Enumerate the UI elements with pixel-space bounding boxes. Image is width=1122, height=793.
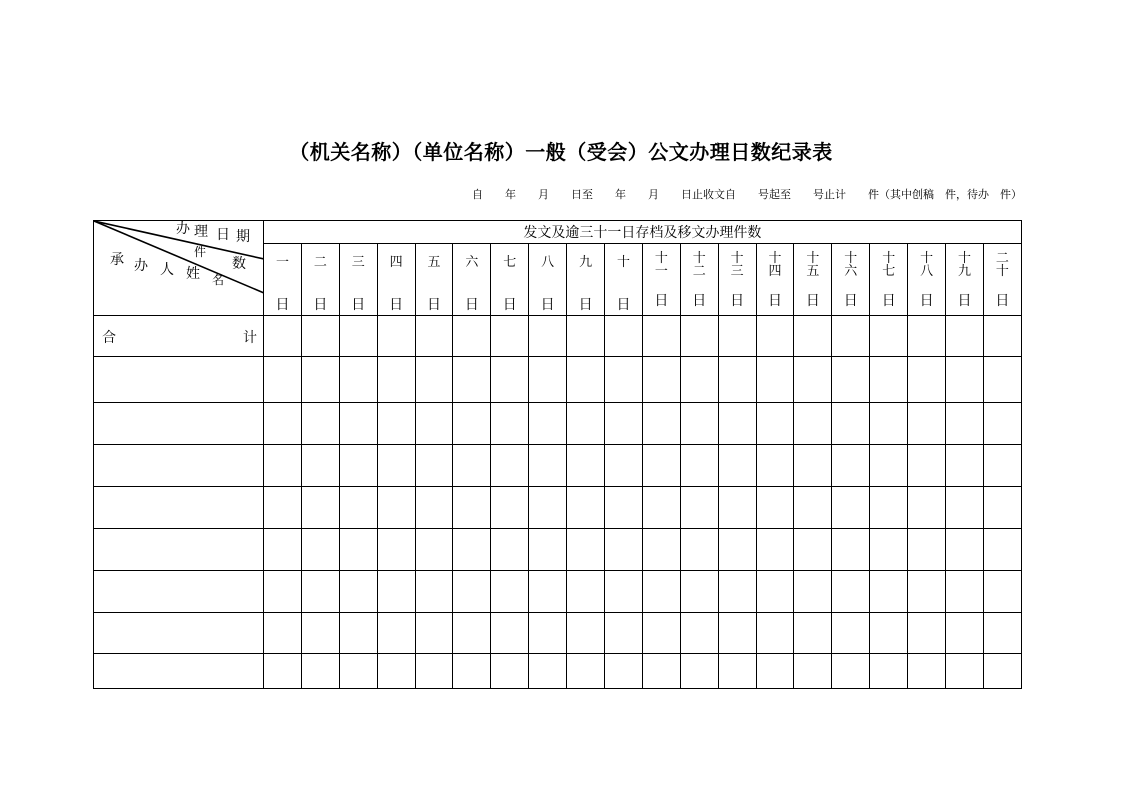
count-cell[interactable] [718, 529, 756, 571]
count-cell[interactable] [491, 654, 529, 689]
count-cell[interactable] [605, 445, 643, 487]
count-cell[interactable] [642, 403, 680, 445]
day-suffix: 日 [881, 292, 896, 309]
count-cell[interactable] [605, 613, 643, 654]
count-cell[interactable] [415, 357, 453, 403]
day-number: 十 六 [844, 250, 858, 279]
header-row-1 [94, 221, 1022, 244]
total-row [94, 316, 1022, 357]
count-cell[interactable] [832, 357, 870, 403]
count-cell[interactable] [718, 445, 756, 487]
count-cell[interactable] [529, 571, 567, 613]
corner-label-mid-1: 件 [194, 245, 207, 259]
day-number: 四 [389, 254, 403, 270]
total-cell[interactable] [567, 316, 605, 357]
day-suffix: 日 [389, 296, 404, 313]
count-cell[interactable] [453, 613, 491, 654]
handler-name-cell[interactable] [94, 445, 264, 487]
count-cell[interactable] [301, 571, 339, 613]
count-cell[interactable] [946, 487, 984, 529]
count-cell[interactable] [642, 613, 680, 654]
count-cell[interactable] [415, 529, 453, 571]
day-header-9 [567, 244, 605, 316]
day-suffix: 日 [464, 296, 479, 313]
count-cell[interactable] [983, 613, 1021, 654]
count-cell[interactable] [301, 357, 339, 403]
count-cell[interactable] [301, 529, 339, 571]
day-header-11 [642, 244, 680, 316]
day-suffix: 日 [313, 296, 328, 313]
count-cell[interactable] [264, 357, 302, 403]
day-suffix: 日 [654, 292, 669, 309]
corner-label-bottom-3: 人 [160, 262, 174, 278]
total-cell[interactable] [415, 316, 453, 357]
day-number: 三 [351, 254, 365, 270]
day-header-2 [301, 244, 339, 316]
total-cell[interactable] [983, 316, 1021, 357]
count-cell[interactable] [605, 571, 643, 613]
count-cell[interactable] [605, 654, 643, 689]
day-suffix: 日 [692, 292, 707, 309]
count-cell[interactable] [680, 487, 718, 529]
count-cell[interactable] [567, 529, 605, 571]
day-number: 十 八 [920, 250, 934, 279]
day-number: 十 一 [654, 250, 668, 279]
day-header-6 [453, 244, 491, 316]
total-cell[interactable] [377, 316, 415, 357]
count-cell[interactable] [908, 571, 946, 613]
count-cell[interactable] [377, 613, 415, 654]
count-cell[interactable] [832, 529, 870, 571]
table-row [94, 529, 1022, 571]
count-cell[interactable] [301, 613, 339, 654]
total-cell[interactable] [264, 316, 302, 357]
count-cell[interactable] [529, 357, 567, 403]
day-suffix: 日 [540, 296, 555, 313]
table-row [94, 654, 1022, 689]
day-number: 一 [275, 254, 289, 270]
header-span: 发文及逾三十一日存档及移文办理件数 [264, 221, 1022, 244]
count-cell[interactable] [529, 529, 567, 571]
day-suffix: 日 [957, 292, 972, 309]
day-suffix: 日 [919, 292, 934, 309]
count-cell[interactable] [832, 445, 870, 487]
count-cell[interactable] [642, 445, 680, 487]
total-cell[interactable] [642, 316, 680, 357]
handler-name-cell[interactable] [94, 529, 264, 571]
count-cell[interactable] [491, 571, 529, 613]
count-cell[interactable] [832, 571, 870, 613]
count-cell[interactable] [415, 571, 453, 613]
count-cell[interactable] [529, 654, 567, 689]
day-header-1 [264, 244, 302, 316]
count-cell[interactable] [718, 487, 756, 529]
count-cell[interactable] [794, 487, 832, 529]
count-cell[interactable] [756, 487, 794, 529]
count-cell[interactable] [491, 403, 529, 445]
count-cell[interactable] [642, 357, 680, 403]
count-cell[interactable] [301, 445, 339, 487]
count-cell[interactable] [453, 529, 491, 571]
count-cell[interactable] [339, 403, 377, 445]
day-number: 十 七 [882, 250, 896, 279]
count-cell[interactable] [794, 529, 832, 571]
count-cell[interactable] [453, 654, 491, 689]
total-cell[interactable] [946, 316, 984, 357]
count-cell[interactable] [339, 445, 377, 487]
day-number: 十 [616, 254, 630, 270]
count-cell[interactable] [908, 403, 946, 445]
day-header-19 [946, 244, 984, 316]
count-cell[interactable] [946, 529, 984, 571]
corner-label-top-1: 办 [176, 221, 190, 237]
table-row [94, 613, 1022, 654]
count-cell[interactable] [415, 403, 453, 445]
count-cell[interactable] [567, 403, 605, 445]
count-cell[interactable] [718, 403, 756, 445]
handler-name-cell[interactable] [94, 654, 264, 689]
count-cell[interactable] [832, 403, 870, 445]
count-cell[interactable] [529, 445, 567, 487]
count-cell[interactable] [377, 357, 415, 403]
handler-name-cell[interactable] [94, 487, 264, 529]
count-cell[interactable] [642, 529, 680, 571]
total-cell[interactable] [756, 316, 794, 357]
count-cell[interactable] [794, 571, 832, 613]
corner-label-bottom-5: 名 [212, 273, 225, 287]
day-number: 二 十 [995, 250, 1009, 279]
count-cell[interactable] [870, 571, 908, 613]
count-cell[interactable] [908, 613, 946, 654]
total-cell[interactable] [529, 316, 567, 357]
day-suffix: 日 [616, 296, 631, 313]
day-header-14 [756, 244, 794, 316]
count-cell[interactable] [339, 571, 377, 613]
count-cell[interactable] [491, 487, 529, 529]
count-cell[interactable] [756, 403, 794, 445]
count-cell[interactable] [642, 654, 680, 689]
count-cell[interactable] [718, 571, 756, 613]
count-cell[interactable] [491, 613, 529, 654]
total-cell[interactable] [908, 316, 946, 357]
count-cell[interactable] [832, 654, 870, 689]
count-cell[interactable] [870, 445, 908, 487]
count-cell[interactable] [983, 445, 1021, 487]
day-number: 十 四 [768, 250, 782, 279]
handler-name-cell[interactable] [94, 571, 264, 613]
handler-name-cell[interactable] [94, 403, 264, 445]
count-cell[interactable] [415, 654, 453, 689]
corner-label-mid-2: 数 [232, 256, 246, 272]
day-number: 八 [541, 254, 555, 270]
count-cell[interactable] [794, 613, 832, 654]
count-cell[interactable] [567, 357, 605, 403]
count-cell[interactable] [680, 571, 718, 613]
count-cell[interactable] [832, 613, 870, 654]
total-cell[interactable] [680, 316, 718, 357]
period-line: 自 年 月 日至 年 月 日止收文自 号起至 号止计 件（其中创稿 件，待办 件） [472, 188, 1022, 201]
handler-name-cell[interactable] [94, 613, 264, 654]
day-number: 二 [313, 254, 327, 270]
total-cell[interactable] [453, 316, 491, 357]
day-suffix: 日 [730, 292, 745, 309]
count-cell[interactable] [908, 487, 946, 529]
count-cell[interactable] [605, 487, 643, 529]
day-suffix: 日 [502, 296, 517, 313]
day-suffix: 日 [275, 296, 290, 313]
corner-label-top-2: 理 [194, 224, 208, 240]
count-cell[interactable] [983, 403, 1021, 445]
count-cell[interactable] [870, 654, 908, 689]
corner-label-bottom-1: 承 [110, 252, 124, 268]
total-label-right: 计 [243, 330, 257, 346]
count-cell[interactable] [983, 357, 1021, 403]
count-cell[interactable] [377, 403, 415, 445]
count-cell[interactable] [946, 654, 984, 689]
count-cell[interactable] [870, 487, 908, 529]
count-cell[interactable] [567, 445, 605, 487]
corner-label-bottom-4: 姓 [186, 266, 200, 282]
count-cell[interactable] [756, 529, 794, 571]
day-suffix: 日 [843, 292, 858, 309]
count-cell[interactable] [946, 357, 984, 403]
day-header-17 [870, 244, 908, 316]
count-cell[interactable] [264, 529, 302, 571]
count-cell[interactable] [756, 654, 794, 689]
count-cell[interactable] [680, 403, 718, 445]
day-suffix: 日 [427, 296, 441, 313]
day-header-5 [415, 244, 453, 316]
count-cell[interactable] [339, 357, 377, 403]
count-cell[interactable] [377, 445, 415, 487]
count-cell[interactable] [339, 529, 377, 571]
count-cell[interactable] [453, 403, 491, 445]
day-header-16 [832, 244, 870, 316]
count-cell[interactable] [946, 613, 984, 654]
count-cell[interactable] [415, 445, 453, 487]
table-row [94, 487, 1022, 529]
count-cell[interactable] [264, 613, 302, 654]
table-row [94, 571, 1022, 613]
day-suffix: 日 [995, 292, 1010, 309]
day-header-8 [529, 244, 567, 316]
day-number: 六 [465, 254, 479, 270]
total-cell[interactable] [718, 316, 756, 357]
count-cell[interactable] [264, 445, 302, 487]
day-number: 十 二 [692, 250, 706, 279]
total-label-left: 合 [102, 330, 116, 346]
count-cell[interactable] [718, 654, 756, 689]
count-cell[interactable] [264, 487, 302, 529]
day-number: 十 九 [957, 250, 971, 279]
total-cell[interactable] [491, 316, 529, 357]
count-cell[interactable] [680, 357, 718, 403]
count-cell[interactable] [567, 487, 605, 529]
count-cell[interactable] [264, 571, 302, 613]
count-cell[interactable] [680, 613, 718, 654]
day-suffix: 日 [351, 296, 366, 313]
day-number: 五 [427, 254, 441, 270]
corner-label-top-4: 期 [236, 229, 250, 245]
count-cell[interactable] [718, 613, 756, 654]
count-cell[interactable] [339, 487, 377, 529]
day-suffix: 日 [805, 292, 820, 309]
count-cell[interactable] [264, 403, 302, 445]
count-cell[interactable] [946, 445, 984, 487]
table-row [94, 445, 1022, 487]
day-header-7 [491, 244, 529, 316]
count-cell[interactable] [415, 613, 453, 654]
count-cell[interactable] [870, 613, 908, 654]
count-cell[interactable] [642, 571, 680, 613]
count-cell[interactable] [491, 529, 529, 571]
total-cell[interactable] [870, 316, 908, 357]
count-cell[interactable] [377, 487, 415, 529]
count-cell[interactable] [339, 654, 377, 689]
count-cell[interactable] [870, 529, 908, 571]
count-cell[interactable] [567, 571, 605, 613]
total-label-cell [94, 316, 264, 357]
count-cell[interactable] [529, 487, 567, 529]
count-cell[interactable] [718, 357, 756, 403]
count-cell[interactable] [983, 529, 1021, 571]
count-cell[interactable] [756, 445, 794, 487]
count-cell[interactable] [908, 357, 946, 403]
total-cell[interactable] [301, 316, 339, 357]
count-cell[interactable] [946, 403, 984, 445]
count-cell[interactable] [453, 571, 491, 613]
day-number: 七 [503, 254, 517, 270]
day-suffix: 日 [768, 292, 783, 309]
count-cell[interactable] [529, 613, 567, 654]
count-cell[interactable] [908, 654, 946, 689]
count-cell[interactable] [983, 487, 1021, 529]
day-header-15 [794, 244, 832, 316]
count-cell[interactable] [794, 403, 832, 445]
handler-name-cell[interactable] [94, 357, 264, 403]
count-cell[interactable] [946, 571, 984, 613]
page-title: （机关名称）（单位名称）一般（受会）公文办理日数纪录表 [289, 140, 833, 164]
total-cell[interactable] [832, 316, 870, 357]
count-cell[interactable] [794, 445, 832, 487]
count-cell[interactable] [605, 403, 643, 445]
count-cell[interactable] [264, 654, 302, 689]
count-cell[interactable] [567, 613, 605, 654]
count-cell[interactable] [908, 529, 946, 571]
count-cell[interactable] [983, 571, 1021, 613]
day-suffix: 日 [578, 296, 593, 313]
day-number: 九 [579, 254, 593, 270]
day-header-10 [605, 244, 643, 316]
count-cell[interactable] [491, 357, 529, 403]
count-cell[interactable] [415, 487, 453, 529]
count-cell[interactable] [680, 529, 718, 571]
count-cell[interactable] [642, 487, 680, 529]
count-cell[interactable] [908, 445, 946, 487]
count-cell[interactable] [529, 403, 567, 445]
count-cell[interactable] [605, 357, 643, 403]
table-row [94, 357, 1022, 403]
count-cell[interactable] [301, 654, 339, 689]
count-cell[interactable] [794, 654, 832, 689]
total-cell[interactable] [605, 316, 643, 357]
count-cell[interactable] [794, 357, 832, 403]
day-header-18 [908, 244, 946, 316]
count-cell[interactable] [832, 487, 870, 529]
record-table [93, 220, 1022, 689]
corner-label-bottom-2: 办 [134, 258, 148, 274]
count-cell[interactable] [453, 445, 491, 487]
count-cell[interactable] [680, 445, 718, 487]
count-cell[interactable] [453, 357, 491, 403]
count-cell[interactable] [339, 613, 377, 654]
table-row [94, 403, 1022, 445]
count-cell[interactable] [756, 613, 794, 654]
count-cell[interactable] [870, 357, 908, 403]
count-cell[interactable] [983, 654, 1021, 689]
count-cell[interactable] [301, 403, 339, 445]
count-cell[interactable] [377, 529, 415, 571]
total-cell[interactable] [339, 316, 377, 357]
count-cell[interactable] [377, 654, 415, 689]
corner-label-top-3: 日 [216, 227, 230, 243]
count-cell[interactable] [756, 357, 794, 403]
day-number: 十 三 [730, 250, 744, 279]
count-cell[interactable] [301, 487, 339, 529]
count-cell[interactable] [377, 571, 415, 613]
day-header-3 [339, 244, 377, 316]
count-cell[interactable] [756, 571, 794, 613]
day-header-4 [377, 244, 415, 316]
day-header-13 [718, 244, 756, 316]
count-cell[interactable] [567, 654, 605, 689]
total-cell[interactable] [794, 316, 832, 357]
count-cell[interactable] [491, 445, 529, 487]
count-cell[interactable] [453, 487, 491, 529]
day-number: 十 五 [806, 250, 820, 279]
day-header-20 [983, 244, 1021, 316]
count-cell[interactable] [870, 403, 908, 445]
count-cell[interactable] [680, 654, 718, 689]
day-header-12 [680, 244, 718, 316]
corner-diagonal-header [94, 221, 264, 316]
count-cell[interactable] [605, 529, 643, 571]
